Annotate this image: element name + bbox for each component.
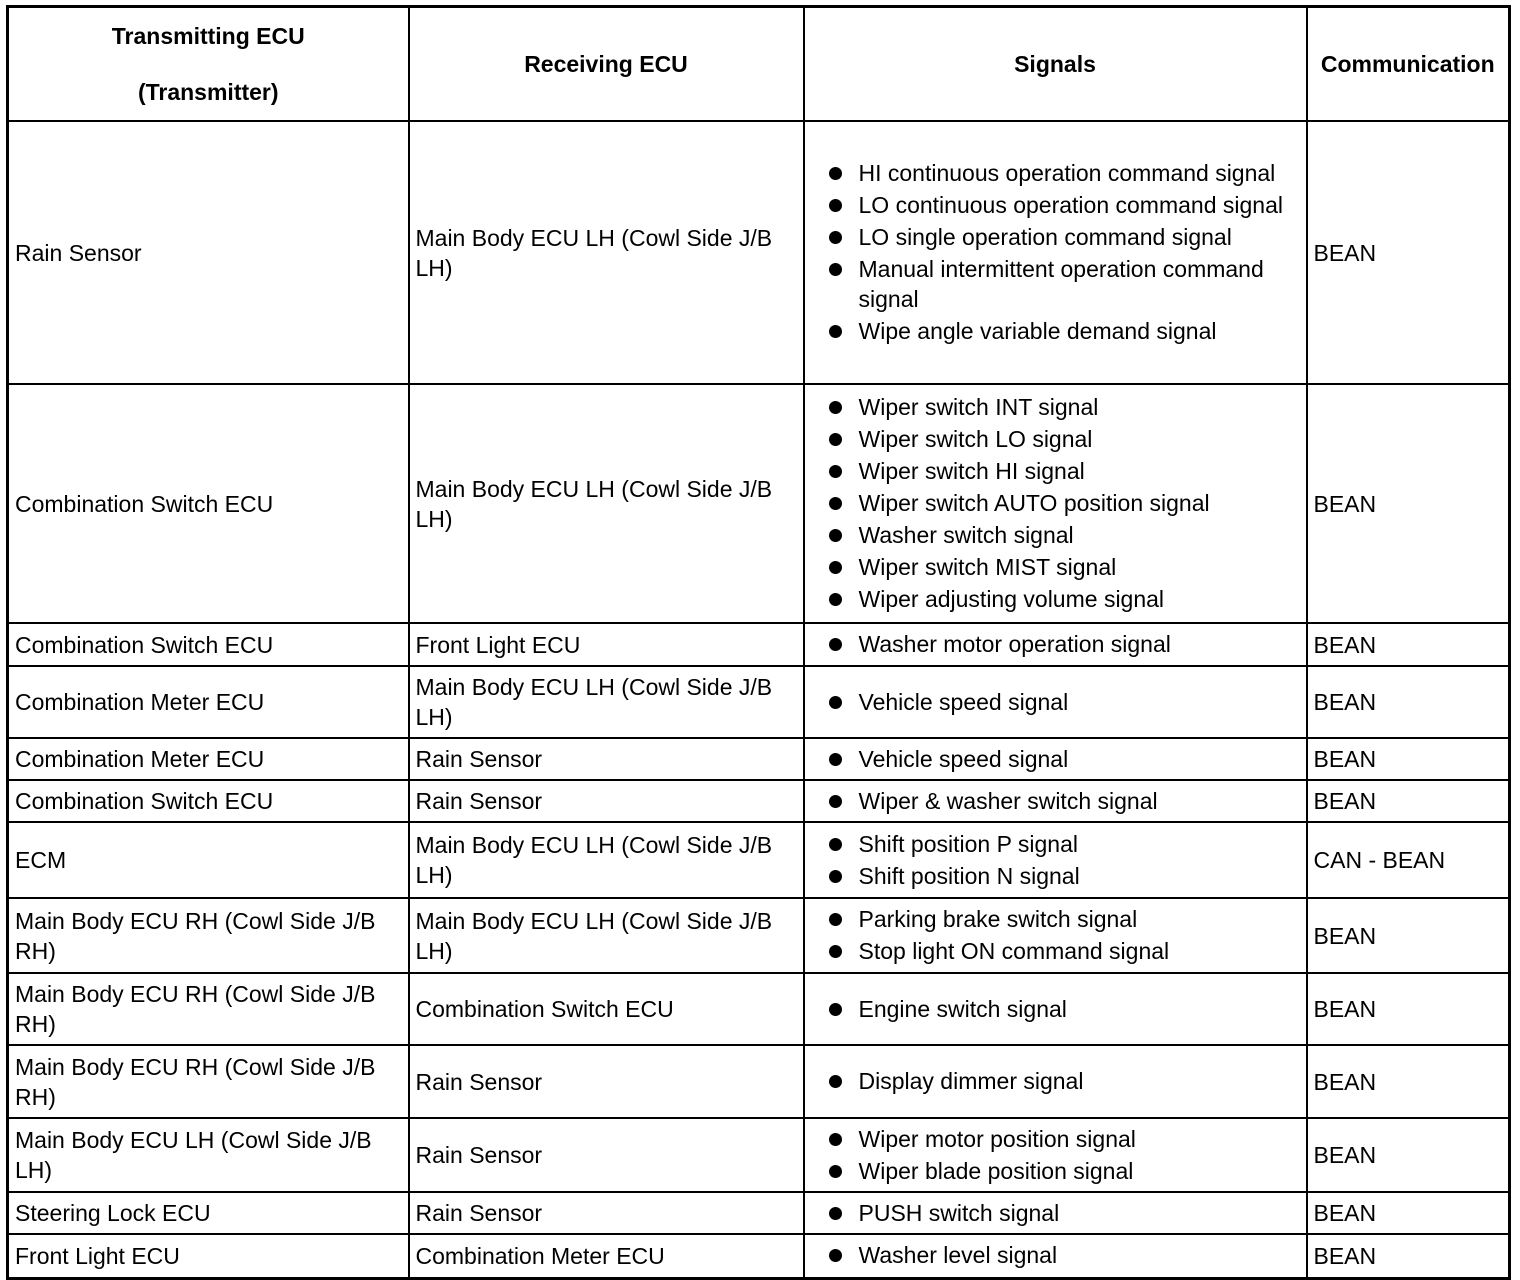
signal-text: Parking brake switch signal: [858, 906, 1138, 932]
signal-item: [811, 488, 1300, 518]
bullet-icon: [829, 1133, 842, 1146]
bullet-icon: [829, 231, 842, 244]
signals-cell: [804, 121, 1307, 384]
signal-list: [811, 687, 1300, 717]
communication-cell: BEAN: [1307, 780, 1510, 822]
signal-text: Vehicle speed signal: [858, 745, 1069, 772]
table-row: [8, 898, 1510, 973]
signal-item: [811, 861, 1300, 891]
signal-item: [811, 1124, 1300, 1154]
signal-text: Engine switch signal: [858, 995, 1067, 1022]
bullet-icon: [829, 199, 842, 212]
bullet-icon: [829, 1249, 842, 1262]
table-row: [8, 666, 1510, 738]
table-row: [8, 623, 1510, 666]
transmitter-cell: Main Body ECU LH (Cowl Side J/B LH): [8, 1118, 409, 1192]
signal-text: Washer level signal: [858, 1242, 1058, 1269]
signal-list: [811, 829, 1300, 891]
signal-list: [811, 994, 1300, 1024]
table-row: [8, 1192, 1510, 1234]
signal-item: [811, 392, 1300, 422]
signal-item: [811, 584, 1300, 614]
communication-cell: BEAN: [1307, 1192, 1510, 1234]
communication-cell: BEAN: [1307, 738, 1510, 780]
receiver-cell: Rain Sensor: [409, 780, 804, 822]
signal-item: [811, 994, 1300, 1024]
signal-text: Wiper switch INT signal: [858, 394, 1099, 420]
signal-item: [811, 629, 1300, 659]
signal-item: [811, 1198, 1300, 1228]
communication-cell: BEAN: [1307, 1045, 1510, 1118]
transmitter-cell: Front Light ECU: [8, 1234, 409, 1278]
receiver-cell: Rain Sensor: [409, 1118, 804, 1192]
bullet-icon: [829, 401, 842, 414]
bullet-icon: [829, 1075, 842, 1088]
bullet-icon: [829, 433, 842, 446]
signal-list: [811, 1240, 1300, 1270]
signal-list: [811, 392, 1300, 614]
bullet-icon: [829, 696, 842, 709]
signals-cell: [804, 1118, 1307, 1192]
communication-cell: CAN - BEAN: [1307, 822, 1510, 898]
signals-cell: [804, 780, 1307, 822]
communication-cell: BEAN: [1307, 1118, 1510, 1192]
bullet-icon: [829, 795, 842, 808]
communication-cell: BEAN: [1307, 384, 1510, 623]
signal-text: Shift position N signal: [858, 862, 1080, 889]
transmitter-cell: Main Body ECU RH (Cowl Side J/B RH): [8, 898, 409, 973]
signal-text: Wiper blade position signal: [858, 1157, 1134, 1184]
signal-text: Display dimmer signal: [858, 1068, 1084, 1094]
communication-cell: BEAN: [1307, 973, 1510, 1045]
transmitter-cell: ECM: [8, 822, 409, 898]
transmitter-cell: Combination Meter ECU: [8, 666, 409, 738]
table-body: [8, 121, 1510, 1278]
signal-item: [811, 744, 1300, 774]
signal-text: PUSH switch signal: [858, 1199, 1060, 1226]
table-row: [8, 121, 1510, 384]
bullet-icon: [829, 838, 842, 851]
bullet-icon: [829, 167, 842, 180]
receiver-cell: Rain Sensor: [409, 1192, 804, 1234]
signal-text: Wiper switch HI signal: [858, 458, 1085, 484]
table-row: [8, 973, 1510, 1045]
signals-cell: [804, 666, 1307, 738]
receiver-cell: Main Body ECU LH (Cowl Side J/B LH): [409, 384, 804, 623]
signal-text: Wiper & washer switch signal: [858, 787, 1158, 814]
signal-item: [811, 456, 1300, 486]
signals-cell: [804, 623, 1307, 666]
signals-cell: [804, 1234, 1307, 1278]
bullet-icon: [829, 1165, 842, 1178]
signal-list: [811, 158, 1300, 346]
signal-list: [811, 1124, 1300, 1186]
receiver-cell: Rain Sensor: [409, 1045, 804, 1118]
table-row: [8, 738, 1510, 780]
table-row: [8, 822, 1510, 898]
signal-text: HI continuous operation command signal: [858, 160, 1276, 186]
signal-item: [811, 1240, 1300, 1270]
bullet-icon: [829, 263, 842, 276]
bullet-icon: [829, 1207, 842, 1220]
transmitter-cell: Main Body ECU RH (Cowl Side J/B RH): [8, 973, 409, 1045]
signal-item: [811, 904, 1300, 934]
signals-cell: [804, 898, 1307, 973]
header-transmitting-ecu: [8, 7, 409, 122]
signals-cell: [804, 738, 1307, 780]
header-signals: Signals: [804, 7, 1307, 122]
signal-text: Wiper switch AUTO position signal: [858, 490, 1210, 516]
signal-item: [811, 786, 1300, 816]
signal-item: [811, 552, 1300, 582]
table-row: [8, 1045, 1510, 1118]
signal-item: [811, 936, 1300, 966]
transmitter-cell: Combination Switch ECU: [8, 384, 409, 623]
signal-item: [811, 254, 1300, 314]
signal-text: Vehicle speed signal: [858, 688, 1069, 715]
communication-cell: BEAN: [1307, 623, 1510, 666]
bullet-icon: [829, 529, 842, 542]
signal-item: [811, 1066, 1300, 1096]
signal-text: Wiper switch LO signal: [858, 426, 1093, 452]
signals-cell: [804, 1045, 1307, 1118]
transmitter-cell: Rain Sensor: [8, 121, 409, 384]
bullet-icon: [829, 870, 842, 883]
signal-list: [811, 786, 1300, 816]
ecu-communication-table: [6, 5, 1511, 1280]
transmitter-cell: Main Body ECU RH (Cowl Side J/B RH): [8, 1045, 409, 1118]
signal-item: [811, 222, 1300, 252]
signal-list: [811, 744, 1300, 774]
transmitter-cell: Steering Lock ECU: [8, 1192, 409, 1234]
signal-item: [811, 158, 1300, 188]
signal-item: [811, 520, 1300, 550]
table-row: [8, 780, 1510, 822]
signals-cell: [804, 384, 1307, 623]
signal-text: Wiper motor position signal: [858, 1125, 1136, 1152]
communication-cell: BEAN: [1307, 898, 1510, 973]
communication-cell: BEAN: [1307, 1234, 1510, 1278]
bullet-icon: [829, 945, 842, 958]
receiver-cell: Front Light ECU: [409, 623, 804, 666]
header-transmitting-ecu-line2: (Transmitter): [137, 79, 279, 105]
signal-text: Washer switch signal: [858, 522, 1074, 548]
signals-cell: [804, 1192, 1307, 1234]
receiver-cell: Combination Meter ECU: [409, 1234, 804, 1278]
signal-list: [811, 1066, 1300, 1096]
signals-cell: [804, 973, 1307, 1045]
signal-item: [811, 316, 1300, 346]
header-transmitting-ecu-line1: Transmitting ECU: [111, 23, 305, 49]
receiver-cell: Main Body ECU LH (Cowl Side J/B LH): [409, 666, 804, 738]
communication-cell: BEAN: [1307, 666, 1510, 738]
transmitter-cell: Combination Switch ECU: [8, 780, 409, 822]
receiver-cell: Main Body ECU LH (Cowl Side J/B LH): [409, 121, 804, 384]
signal-item: [811, 424, 1300, 454]
signal-text: Shift position P signal: [858, 830, 1078, 857]
bullet-icon: [829, 561, 842, 574]
signal-item: [811, 1156, 1300, 1186]
signal-list: [811, 904, 1300, 966]
signal-item: [811, 687, 1300, 717]
header-receiving-ecu: Receiving ECU: [409, 7, 804, 122]
bullet-icon: [829, 1003, 842, 1016]
receiver-cell: Main Body ECU LH (Cowl Side J/B LH): [409, 898, 804, 973]
signals-cell: [804, 822, 1307, 898]
signal-item: [811, 829, 1300, 859]
receiver-cell: Main Body ECU LH (Cowl Side J/B LH): [409, 822, 804, 898]
bullet-icon: [829, 913, 842, 926]
signal-text: Stop light ON command signal: [858, 938, 1170, 964]
signal-item: [811, 190, 1300, 220]
signal-list: [811, 629, 1300, 659]
signal-text: Washer motor operation signal: [858, 631, 1171, 657]
signal-text: Wiper switch MIST signal: [858, 554, 1117, 580]
communication-cell: BEAN: [1307, 121, 1510, 384]
transmitter-cell: Combination Switch ECU: [8, 623, 409, 666]
signal-text: Wiper adjusting volume signal: [858, 586, 1165, 612]
signal-list: [811, 1198, 1300, 1228]
receiver-cell: Combination Switch ECU: [409, 973, 804, 1045]
header-communication: Communication: [1307, 7, 1510, 122]
bullet-icon: [829, 497, 842, 510]
header-row: [8, 7, 1510, 122]
table-row: [8, 384, 1510, 623]
receiver-cell: Rain Sensor: [409, 738, 804, 780]
bullet-icon: [829, 465, 842, 478]
table-row: [8, 1234, 1510, 1278]
bullet-icon: [829, 325, 842, 338]
table-row: [8, 1118, 1510, 1192]
bullet-icon: [829, 753, 842, 766]
signal-text: LO continuous operation command signal: [858, 192, 1283, 218]
signal-text: Wipe angle variable demand signal: [858, 318, 1217, 344]
transmitter-cell: Combination Meter ECU: [8, 738, 409, 780]
bullet-icon: [829, 593, 842, 606]
signal-text: LO single operation command signal: [858, 224, 1232, 250]
bullet-icon: [829, 638, 842, 651]
signal-text: Manual intermittent operation command signal: [858, 256, 1264, 312]
